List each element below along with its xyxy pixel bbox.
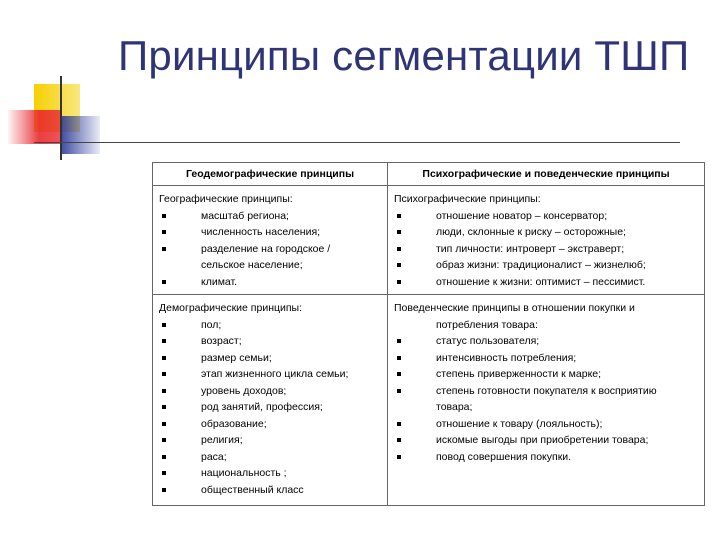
vertical-line xyxy=(60,76,62,160)
list-item: численность населения; xyxy=(159,224,383,241)
cell-heading: Поведенческие принципы в отношении покупки и xyxy=(394,302,635,314)
list-item: масштаб региона; xyxy=(159,208,383,225)
list-item: степень готовности покупателя к восприятию xyxy=(394,383,700,400)
red-square xyxy=(8,110,60,144)
list-item: род занятий, профессия; xyxy=(159,399,383,416)
list-item: раса; xyxy=(159,449,383,466)
page-title: Принципы сегментации ТШП xyxy=(118,32,690,79)
bullet-list xyxy=(159,208,383,258)
table-row xyxy=(153,295,705,506)
list-item: религия; xyxy=(159,432,383,449)
list-item-continuation: товара; xyxy=(436,401,473,413)
list-item: отношение к товару (лояльность); xyxy=(394,416,700,433)
list-item: люди, склонные к риску – осторожные; xyxy=(394,224,700,241)
list-item: отношение новатор – консерватор; xyxy=(394,208,700,225)
list-item: пол; xyxy=(159,317,383,334)
column-header-geodemographic: Геодемографические принципы xyxy=(153,163,388,186)
list-item: возраст; xyxy=(159,333,383,350)
list-item: отношение к жизни: оптимист – пессимист. xyxy=(394,274,700,291)
list-item: образ жизни: традиционалист – жизнелюб; xyxy=(394,257,700,274)
bullet-list xyxy=(159,317,383,499)
column-header-psychographic: Психографические и поведенческие принципы xyxy=(388,163,705,186)
table-cell-geographic xyxy=(153,186,388,295)
list-item: уровень доходов; xyxy=(159,383,383,400)
decorative-squares xyxy=(0,0,720,170)
table-cell-demographic xyxy=(153,295,388,506)
list-item: общественный класс xyxy=(159,482,383,499)
table-cell-behavioral xyxy=(388,295,705,506)
table-cell-psychographic xyxy=(388,186,705,295)
list-item: этап жизненного цикла семьи; xyxy=(159,366,383,383)
list-item: искомые выгоды при приобретении товара; xyxy=(394,432,700,449)
cell-heading-continuation: потребления товара: xyxy=(436,318,538,331)
title-underline xyxy=(34,142,680,143)
bullet-list xyxy=(394,333,700,399)
list-item: повод совершения покупки. xyxy=(394,449,700,466)
list-item: интенсивность потребления; xyxy=(394,350,700,367)
bullet-list xyxy=(394,208,700,291)
list-item: тип личности: интроверт – экстраверт; xyxy=(394,241,700,258)
list-item: статус пользователя; xyxy=(394,333,700,350)
blue-square xyxy=(62,116,100,154)
list-item: степень приверженности к марке; xyxy=(394,366,700,383)
cell-heading: Демографические принципы: xyxy=(159,302,303,314)
list-item: разделение на городское / xyxy=(159,241,383,258)
bullet-list xyxy=(159,274,383,291)
segmentation-table xyxy=(152,162,705,506)
list-item: размер семьи; xyxy=(159,350,383,367)
list-item: климат. xyxy=(159,274,383,291)
list-item: национальность ; xyxy=(159,465,383,482)
cell-heading: Психографические принципы: xyxy=(394,193,541,205)
bullet-list xyxy=(394,416,700,466)
table-row xyxy=(153,186,705,295)
list-item-continuation: сельское население; xyxy=(201,259,303,271)
cell-heading: Географические принципы: xyxy=(159,193,293,205)
table-header-row xyxy=(153,163,705,186)
list-item: образование; xyxy=(159,416,383,433)
